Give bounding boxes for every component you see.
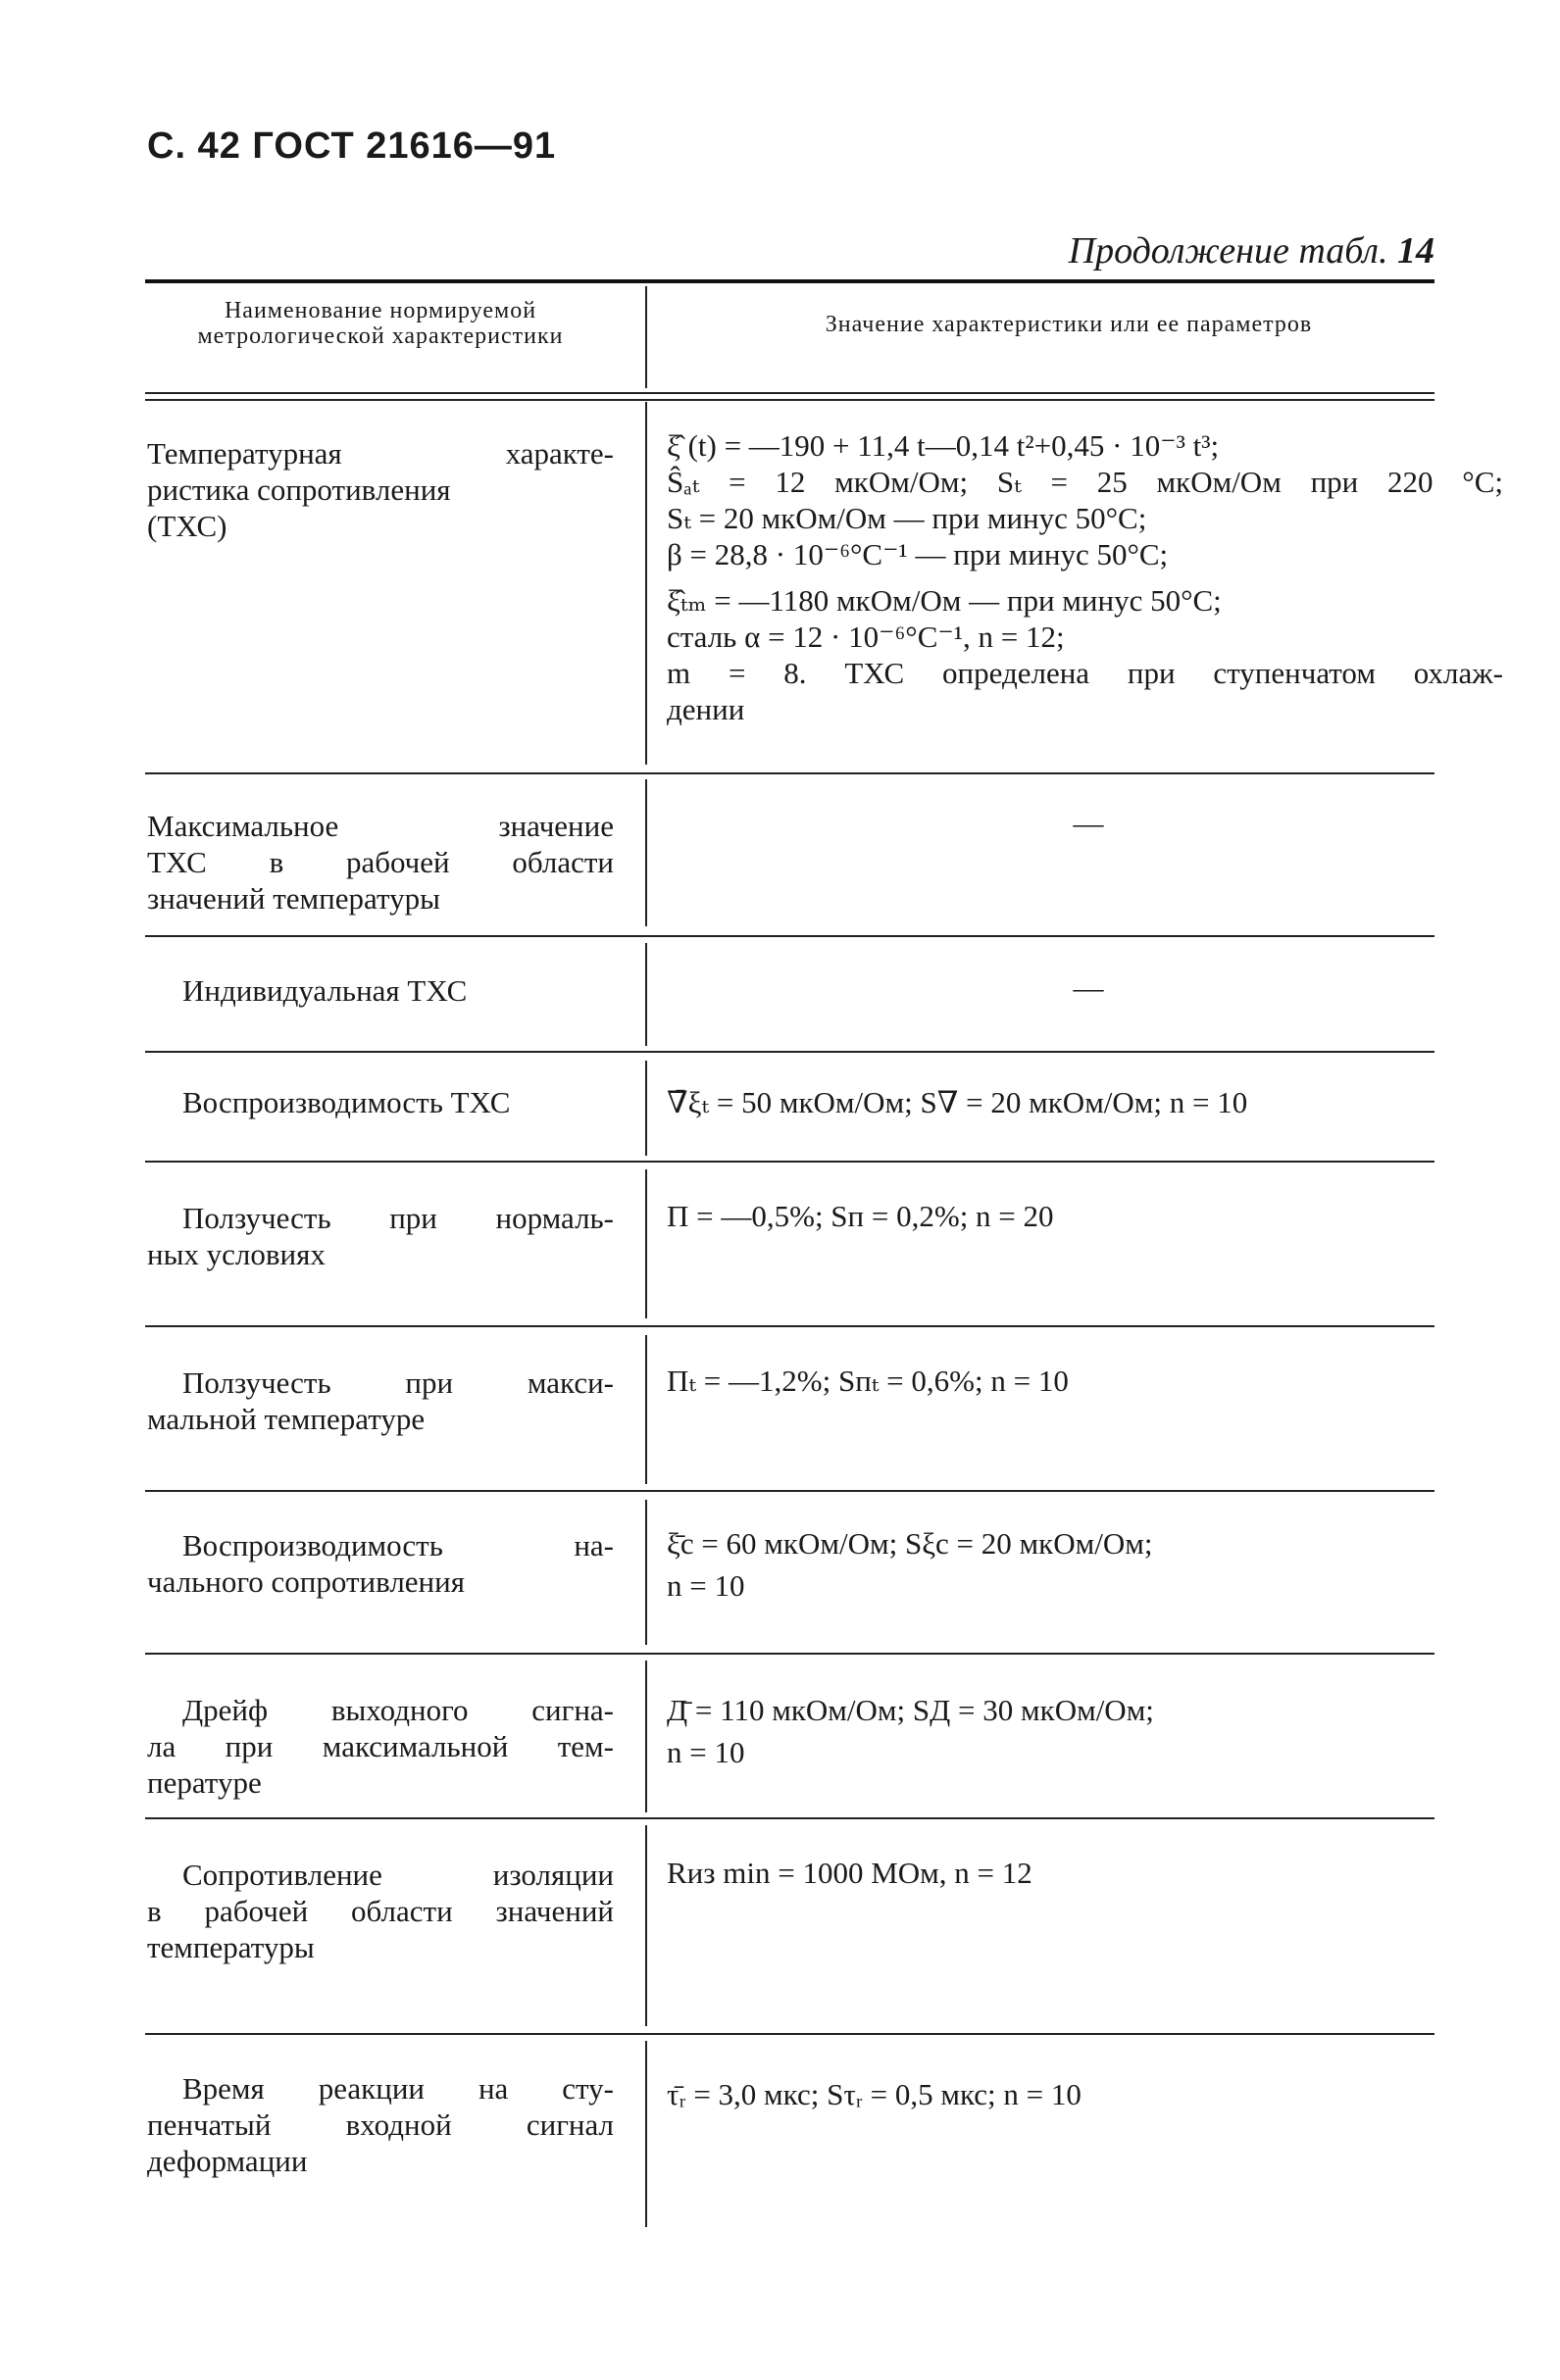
table-row-name — [147, 1857, 614, 1965]
row-name-line: деформации — [147, 2144, 308, 2178]
row-name-line: ных условиях — [147, 1237, 326, 1271]
empty-value-dash: — — [1073, 806, 1104, 840]
row-name-line: чального сопротивления — [147, 1564, 465, 1599]
row-name-line: пенчатый входной сигнал — [147, 2107, 614, 2142]
column-divider — [645, 779, 647, 926]
row-separator — [145, 1817, 1434, 1819]
row-value-line: Д̄ = 110 мкОм/Ом; SД = 30 мкОм/Ом; — [667, 1693, 1154, 1727]
caption-number: 14 — [1397, 230, 1434, 272]
column-divider — [645, 402, 647, 765]
row-separator — [145, 1161, 1434, 1163]
row-value-line: П = —0,5%; Sп = 0,2%; n = 20 — [667, 1199, 1054, 1233]
table-row-value — [667, 1363, 1503, 1399]
table-row-value — [667, 1198, 1503, 1234]
table-row-name — [147, 808, 614, 917]
table-row-name — [147, 2070, 614, 2179]
table-row-value — [667, 1084, 1503, 1120]
row-value-line: ξ̂ₜₘ = —1180 мкОм/Ом — при минус 50°С; — [667, 583, 1222, 618]
table-row-value — [667, 1692, 1503, 1770]
table-row-name — [147, 1364, 614, 1437]
row-name-line: Воспроизводимость ТХС — [182, 1085, 511, 1119]
row-value-line: ξ̄с = 60 мкОм/Ом; Sξс = 20 мкОм/Ом; — [667, 1526, 1153, 1561]
row-name-line: Время реакции на сту- — [182, 2071, 614, 2106]
column-header-name: Наименование нормируемой метрологической характеристики — [197, 298, 564, 349]
table-row-name — [147, 1527, 614, 1600]
row-value-line: n = 10 — [667, 1568, 745, 1603]
row-separator — [145, 1051, 1434, 1053]
row-value-line: β = 28,8 · 10⁻⁶°С⁻¹ — при минус 50°С; — [667, 537, 1169, 571]
row-name-line: температуры — [147, 1930, 315, 1964]
row-name-line: мальной температуре — [147, 1402, 426, 1436]
row-value-line: Rиз min = 1000 МОм, n = 12 — [667, 1856, 1032, 1890]
row-value-line: дении — [667, 692, 745, 726]
column-header-value: Значение характеристики или ее параметров — [825, 312, 1313, 337]
row-name-line: Индивидуальная ТХС — [182, 973, 468, 1008]
column-divider — [645, 1500, 647, 1645]
row-name-line: Максимальное значение — [147, 809, 614, 843]
row-separator — [145, 935, 1434, 937]
column-divider — [645, 286, 647, 388]
row-name-line: Дрейф выходного сигна- — [182, 1693, 614, 1727]
table-row-value — [667, 427, 1503, 727]
row-name-line: пературе — [147, 1765, 262, 1800]
row-name-line: Воспроизводимость на- — [182, 1528, 614, 1562]
row-name-line: (ТХС) — [147, 509, 227, 543]
column-divider — [645, 1825, 647, 2026]
header-double-rule-2 — [145, 399, 1434, 401]
table-row-value — [667, 1525, 1503, 1604]
row-value-line: ξ̂ (t) = —190 + 11,4 t—0,14 t²+0,45 · 10⁻³ t³; — [667, 428, 1220, 463]
table-row-name — [147, 1692, 614, 1801]
column-divider — [645, 943, 647, 1046]
row-name-line: Ползучесть при макси- — [182, 1365, 614, 1400]
row-name-line: в рабочей области значений — [147, 1894, 614, 1928]
row-separator — [145, 772, 1434, 774]
caption-prefix: Продолжение табл. — [1068, 230, 1388, 272]
row-name-line: Сопротивление изоляции — [182, 1858, 614, 1892]
column-divider — [645, 1661, 647, 1812]
column-divider — [645, 1061, 647, 1156]
row-separator — [145, 1325, 1434, 1327]
table-row-name — [147, 1200, 614, 1272]
row-name-line: ла при максимальной тем- — [147, 1729, 614, 1763]
row-value-line: сталь α = 12 · 10⁻⁶°С⁻¹, n = 12; — [667, 620, 1065, 654]
header-double-rule-1 — [145, 392, 1434, 394]
page-header: С. 42 ГОСТ 21616—91 — [147, 125, 557, 167]
row-value-line: Ŝₐₜ = 12 мкОм/Ом; Sₜ = 25 мкОм/Ом при 220 °С; — [667, 465, 1503, 499]
row-name-line: ТХС в рабочей области — [147, 845, 614, 879]
row-value-line: Пₜ = —1,2%; Sпₜ = 0,6%; n = 10 — [667, 1364, 1069, 1398]
row-name-line: Ползучесть при нормаль- — [182, 1201, 614, 1235]
row-name-line: Температурная характе- — [147, 436, 614, 471]
table-row-name — [147, 435, 614, 544]
table-row-value — [667, 1855, 1503, 1891]
row-value-line: ∇̄ξₜ = 50 мкОм/Ом; S∇ = 20 мкОм/Ом; n = 10 — [667, 1085, 1248, 1119]
row-separator — [145, 1653, 1434, 1655]
row-value-line: Sₜ = 20 мкОм/Ом — при минус 50°С; — [667, 501, 1147, 535]
table-row-name — [147, 1084, 614, 1120]
column-divider — [645, 1169, 647, 1318]
row-separator — [145, 2033, 1434, 2035]
row-name-line: значений температуры — [147, 881, 440, 916]
row-name-line: ристика сопротивления — [147, 472, 451, 507]
table-caption — [1069, 229, 1434, 273]
empty-value-dash: — — [1073, 970, 1104, 1005]
table-row-value — [667, 2076, 1503, 2112]
table-row-name — [147, 972, 614, 1009]
row-value-line: n = 10 — [667, 1735, 745, 1769]
row-value-line: τ̄ᵣ = 3,0 мкс; Sτᵣ = 0,5 мкс; n = 10 — [667, 2077, 1082, 2111]
column-divider — [645, 1335, 647, 1484]
row-value-line: m = 8. ТХС определена при ступенчатом охлаж- — [667, 656, 1503, 690]
column-divider — [645, 2041, 647, 2227]
row-separator — [145, 1490, 1434, 1492]
table-top-rule — [145, 279, 1434, 283]
